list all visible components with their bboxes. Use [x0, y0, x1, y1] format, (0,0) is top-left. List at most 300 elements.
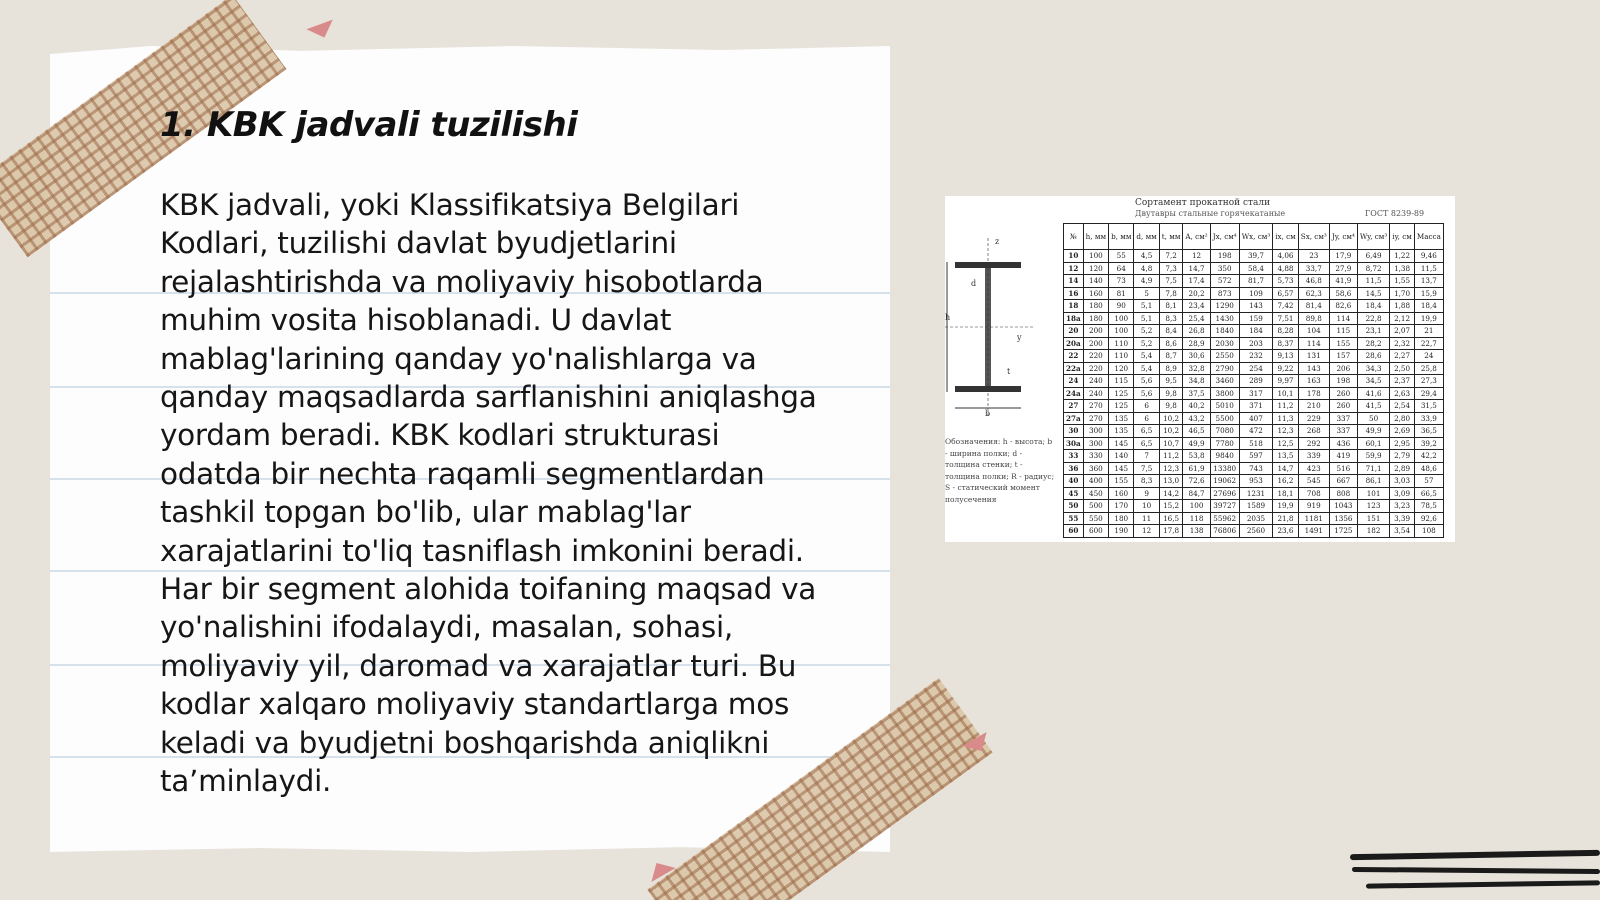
- table-cell: 30a: [1064, 437, 1084, 450]
- table-cell: 27a: [1064, 412, 1084, 425]
- table-cell: 39727: [1210, 500, 1239, 513]
- table-cell: 1181: [1298, 512, 1329, 525]
- table-cell: 115: [1329, 325, 1357, 338]
- table-cell: 12,3: [1273, 425, 1299, 438]
- table-header-cell: №: [1064, 224, 1084, 250]
- table-cell: 19,9: [1273, 500, 1299, 513]
- table-cell: 120: [1083, 262, 1108, 275]
- table-cell: 2,54: [1390, 400, 1415, 413]
- table-cell: 100: [1183, 500, 1210, 513]
- table-cell: 1,22: [1390, 250, 1415, 263]
- table-cell: 472: [1239, 425, 1273, 438]
- table-cell: 115: [1109, 375, 1134, 388]
- svg-text:b: b: [985, 409, 991, 418]
- table-cell: 151: [1357, 512, 1389, 525]
- i-beam-diagram: [945, 236, 1055, 426]
- table-cell: 138: [1183, 525, 1210, 538]
- table-cell: 30,6: [1183, 350, 1210, 363]
- table-cell: 6,57: [1273, 287, 1299, 300]
- svg-text:t: t: [1007, 367, 1011, 376]
- table-cell: 4,8: [1134, 262, 1159, 275]
- table-cell: 2,80: [1390, 412, 1415, 425]
- table-row: [1064, 262, 1444, 275]
- table-cell: 1430: [1210, 312, 1239, 325]
- table-cell: 19,9: [1414, 312, 1443, 325]
- table-cell: 57: [1414, 475, 1443, 488]
- table-row: [1064, 250, 1444, 263]
- table-cell: 229: [1298, 412, 1329, 425]
- table-cell: 407: [1239, 412, 1273, 425]
- table-cell: 450: [1083, 487, 1108, 500]
- table-cell: 20,2: [1183, 287, 1210, 300]
- table-cell: 180: [1083, 300, 1108, 313]
- table-cell: 18,4: [1414, 300, 1443, 313]
- table-row: [1064, 450, 1444, 463]
- table-cell: 9,13: [1273, 350, 1299, 363]
- table-cell: 104: [1298, 325, 1329, 338]
- table-cell: 873: [1210, 287, 1239, 300]
- table-cell: 15,2: [1159, 500, 1183, 513]
- table-cell: 337: [1329, 425, 1357, 438]
- table-cell: 600: [1083, 525, 1108, 538]
- table-cell: 180: [1083, 312, 1108, 325]
- table-cell: 203: [1239, 337, 1273, 350]
- table-cell: 953: [1239, 475, 1273, 488]
- table-cell: 200: [1083, 325, 1108, 338]
- table-cell: 25,4: [1183, 312, 1210, 325]
- table-cell: 17,4: [1183, 275, 1210, 288]
- table-cell: 42,2: [1414, 450, 1443, 463]
- table-cell: 41,5: [1357, 400, 1389, 413]
- table-cell: 20: [1064, 325, 1084, 338]
- table-cell: 1491: [1298, 525, 1329, 538]
- table-cell: 1840: [1210, 325, 1239, 338]
- table-cell: 2560: [1239, 525, 1273, 538]
- table-cell: 143: [1298, 362, 1329, 375]
- table-cell: 76806: [1210, 525, 1239, 538]
- table-cell: 28,9: [1183, 337, 1210, 350]
- table-cell: 206: [1329, 362, 1357, 375]
- table-cell: 23,1: [1357, 325, 1389, 338]
- table-cell: 1290: [1210, 300, 1239, 313]
- table-cell: 7,5: [1159, 275, 1183, 288]
- table-cell: 5,2: [1134, 337, 1159, 350]
- table-cell: 7080: [1210, 425, 1239, 438]
- slide-title: 1. KBK jadvali tuzilishi: [160, 105, 578, 145]
- table-cell: 140: [1109, 450, 1134, 463]
- table-cell: 7: [1134, 450, 1159, 463]
- table-cell: 163: [1298, 375, 1329, 388]
- table-cell: 27,3: [1414, 375, 1443, 388]
- table-cell: 100: [1109, 325, 1134, 338]
- table-cell: 12: [1134, 525, 1159, 538]
- table-cell: 22,8: [1357, 312, 1389, 325]
- table-cell: 198: [1329, 375, 1357, 388]
- table-header-cell: Sx, см³: [1298, 224, 1329, 250]
- table-cell: 18: [1064, 300, 1084, 313]
- table-cell: 60,1: [1357, 437, 1389, 450]
- table-cell: 123: [1357, 500, 1389, 513]
- table-cell: 11,2: [1159, 450, 1183, 463]
- table-cell: 11,5: [1357, 275, 1389, 288]
- table-cell: 12: [1064, 262, 1084, 275]
- table-cell: 4,9: [1134, 275, 1159, 288]
- table-cell: 1589: [1239, 500, 1273, 513]
- table-cell: 22: [1064, 350, 1084, 363]
- table-row: [1064, 475, 1444, 488]
- table-cell: 11,3: [1273, 412, 1299, 425]
- table-cell: 1231: [1239, 487, 1273, 500]
- table-cell: 125: [1109, 387, 1134, 400]
- table-cell: 32,8: [1183, 362, 1210, 375]
- decorative-stroke: [1352, 867, 1600, 874]
- decorative-stroke: [1366, 880, 1600, 888]
- table-cell: 73: [1109, 275, 1134, 288]
- table-cell: 2550: [1210, 350, 1239, 363]
- table-cell: 808: [1329, 487, 1357, 500]
- table-cell: 23,6: [1273, 525, 1299, 538]
- table-cell: 13,5: [1273, 450, 1299, 463]
- table-cell: 270: [1083, 400, 1108, 413]
- table-cell: 81: [1109, 287, 1134, 300]
- table-cell: 159: [1239, 312, 1273, 325]
- table-cell: 50: [1357, 412, 1389, 425]
- table-cell: 9,5: [1159, 375, 1183, 388]
- table-row: [1064, 412, 1444, 425]
- table-cell: 14,5: [1357, 287, 1389, 300]
- table-cell: 50: [1064, 500, 1084, 513]
- table-cell: 23,4: [1183, 300, 1210, 313]
- table-cell: 1725: [1329, 525, 1357, 538]
- table-cell: 58,4: [1239, 262, 1273, 275]
- table-cell: 100: [1109, 312, 1134, 325]
- table-cell: 92,6: [1414, 512, 1443, 525]
- table-cell: 48,6: [1414, 462, 1443, 475]
- table-cell: 4,88: [1273, 262, 1299, 275]
- figure-title: Сортамент прокатной стали: [1135, 198, 1271, 208]
- table-row: [1064, 300, 1444, 313]
- table-cell: 84,7: [1183, 487, 1210, 500]
- table-cell: 260: [1329, 400, 1357, 413]
- table-cell: 34,3: [1357, 362, 1389, 375]
- table-cell: 110: [1109, 350, 1134, 363]
- table-cell: 184: [1239, 325, 1273, 338]
- table-cell: 13380: [1210, 462, 1239, 475]
- table-cell: 49,9: [1357, 425, 1389, 438]
- table-cell: 8,28: [1273, 325, 1299, 338]
- table-cell: 22a: [1064, 362, 1084, 375]
- table-cell: 10,7: [1159, 437, 1183, 450]
- table-cell: 21,8: [1273, 512, 1299, 525]
- table-cell: 10,2: [1159, 425, 1183, 438]
- table-row: [1064, 437, 1444, 450]
- svg-text:z: z: [995, 237, 1000, 246]
- table-cell: 49,9: [1183, 437, 1210, 450]
- table-cell: 300: [1083, 437, 1108, 450]
- table-cell: 14: [1064, 275, 1084, 288]
- table-cell: 17,8: [1159, 525, 1183, 538]
- table-cell: 350: [1210, 262, 1239, 275]
- table-cell: 160: [1109, 487, 1134, 500]
- table-cell: 18,4: [1357, 300, 1389, 313]
- table-cell: 7,2: [1159, 250, 1183, 263]
- table-cell: 5,4: [1134, 362, 1159, 375]
- table-row: [1064, 387, 1444, 400]
- table-cell: 10,1: [1273, 387, 1299, 400]
- table-cell: 11,2: [1273, 400, 1299, 413]
- table-cell: 16: [1064, 287, 1084, 300]
- table-header-cell: iy, см: [1390, 224, 1415, 250]
- table-cell: 232: [1239, 350, 1273, 363]
- table-cell: 36: [1064, 462, 1084, 475]
- table-cell: 46,5: [1183, 425, 1210, 438]
- table-cell: 100: [1083, 250, 1108, 263]
- table-cell: 300: [1083, 425, 1108, 438]
- table-cell: 155: [1329, 337, 1357, 350]
- table-cell: 8,9: [1159, 362, 1183, 375]
- table-header-cell: d, мм: [1134, 224, 1159, 250]
- table-cell: 55962: [1210, 512, 1239, 525]
- table-cell: 78,5: [1414, 500, 1443, 513]
- table-cell: 71,1: [1357, 462, 1389, 475]
- table-cell: 3,03: [1390, 475, 1415, 488]
- table-cell: 210: [1298, 400, 1329, 413]
- table-cell: 545: [1298, 475, 1329, 488]
- table-cell: 101: [1357, 487, 1389, 500]
- table-row: [1064, 325, 1444, 338]
- table-cell: 90: [1109, 300, 1134, 313]
- table-cell: 60: [1064, 525, 1084, 538]
- table-cell: 5500: [1210, 412, 1239, 425]
- table-row: [1064, 425, 1444, 438]
- table-cell: 24: [1414, 350, 1443, 363]
- table-cell: 2,79: [1390, 450, 1415, 463]
- table-cell: 125: [1109, 400, 1134, 413]
- table-cell: 550: [1083, 512, 1108, 525]
- table-header-row: [1064, 224, 1444, 250]
- table-cell: 28,6: [1357, 350, 1389, 363]
- table-cell: 39,2: [1414, 437, 1443, 450]
- table-cell: 41,6: [1357, 387, 1389, 400]
- table-cell: 131: [1298, 350, 1329, 363]
- table-cell: 5,2: [1134, 325, 1159, 338]
- table-cell: 109: [1239, 287, 1273, 300]
- table-cell: 5,1: [1134, 312, 1159, 325]
- table-cell: 9,8: [1159, 387, 1183, 400]
- table-cell: 29,4: [1414, 387, 1443, 400]
- table-cell: 360: [1083, 462, 1108, 475]
- table-cell: 8,4: [1159, 325, 1183, 338]
- table-cell: 518: [1239, 437, 1273, 450]
- table-cell: 198: [1210, 250, 1239, 263]
- table-cell: 18,1: [1273, 487, 1299, 500]
- table-cell: 25,8: [1414, 362, 1443, 375]
- table-cell: 2,50: [1390, 362, 1415, 375]
- table-cell: 9840: [1210, 450, 1239, 463]
- table-cell: 17,9: [1329, 250, 1357, 263]
- table-cell: 6,5: [1134, 425, 1159, 438]
- table-cell: 61,9: [1183, 462, 1210, 475]
- table-cell: 4,5: [1134, 250, 1159, 263]
- table-cell: 2790: [1210, 362, 1239, 375]
- table-cell: 260: [1329, 387, 1357, 400]
- table-cell: 7,51: [1273, 312, 1299, 325]
- table-cell: 667: [1329, 475, 1357, 488]
- table-cell: 145: [1109, 462, 1134, 475]
- table-cell: 7,42: [1273, 300, 1299, 313]
- table-cell: 516: [1329, 462, 1357, 475]
- table-cell: 240: [1083, 375, 1108, 388]
- table-cell: 8,1: [1159, 300, 1183, 313]
- table-cell: 145: [1109, 437, 1134, 450]
- table-cell: 114: [1298, 337, 1329, 350]
- table-cell: 13,0: [1159, 475, 1183, 488]
- table-cell: 40: [1064, 475, 1084, 488]
- table-cell: 1043: [1329, 500, 1357, 513]
- table-cell: 14,7: [1273, 462, 1299, 475]
- table-cell: 66,5: [1414, 487, 1443, 500]
- table-cell: 33,7: [1298, 262, 1329, 275]
- table-cell: 7,5: [1134, 462, 1159, 475]
- table-cell: 46,8: [1298, 275, 1329, 288]
- table-cell: 81,4: [1298, 300, 1329, 313]
- table-header-cell: Jy, см⁴: [1329, 224, 1357, 250]
- table-cell: 400: [1083, 475, 1108, 488]
- table-cell: 3,23: [1390, 500, 1415, 513]
- table-cell: 26,8: [1183, 325, 1210, 338]
- table-cell: 114: [1329, 312, 1357, 325]
- table-cell: 31,5: [1414, 400, 1443, 413]
- table-cell: 27,9: [1329, 262, 1357, 275]
- table-cell: 18a: [1064, 312, 1084, 325]
- table-cell: 3460: [1210, 375, 1239, 388]
- table-cell: 24: [1064, 375, 1084, 388]
- table-cell: 6,49: [1357, 250, 1389, 263]
- table-cell: 2035: [1239, 512, 1273, 525]
- table-cell: 2,89: [1390, 462, 1415, 475]
- table-cell: 6,5: [1134, 437, 1159, 450]
- table-cell: 7,3: [1159, 262, 1183, 275]
- table-cell: 10,2: [1159, 412, 1183, 425]
- table-cell: 5010: [1210, 400, 1239, 413]
- table-header-cell: Jx, см⁴: [1210, 224, 1239, 250]
- table-cell: 118: [1183, 512, 1210, 525]
- table-header-cell: A, см²: [1183, 224, 1210, 250]
- table-row: [1064, 500, 1444, 513]
- table-cell: 16,5: [1159, 512, 1183, 525]
- table-cell: 55: [1109, 250, 1134, 263]
- table-cell: 240: [1083, 387, 1108, 400]
- table-cell: 2,12: [1390, 312, 1415, 325]
- table-cell: 220: [1083, 362, 1108, 375]
- table-cell: 34,8: [1183, 375, 1210, 388]
- table-cell: 170: [1109, 500, 1134, 513]
- svg-text:y: y: [1017, 333, 1022, 342]
- table-cell: 5,4: [1134, 350, 1159, 363]
- table-cell: 33: [1064, 450, 1084, 463]
- table-cell: 11: [1134, 512, 1159, 525]
- table-cell: 423: [1298, 462, 1329, 475]
- table-cell: 40,2: [1183, 400, 1210, 413]
- table-cell: 2030: [1210, 337, 1239, 350]
- table-cell: 82,6: [1329, 300, 1357, 313]
- table-cell: 2,27: [1390, 350, 1415, 363]
- table-cell: 14,7: [1183, 262, 1210, 275]
- table-cell: 28,2: [1357, 337, 1389, 350]
- table-cell: 12: [1183, 250, 1210, 263]
- table-cell: 330: [1083, 450, 1108, 463]
- table-header-cell: Wy, см³: [1357, 224, 1389, 250]
- table-cell: 5,73: [1273, 275, 1299, 288]
- table-cell: 16,2: [1273, 475, 1299, 488]
- table-cell: 15,9: [1414, 287, 1443, 300]
- table-cell: 34,5: [1357, 375, 1389, 388]
- table-body: [1064, 250, 1444, 538]
- table-cell: 14,2: [1159, 487, 1183, 500]
- table-cell: 8,37: [1273, 337, 1299, 350]
- table-cell: 6: [1134, 400, 1159, 413]
- table-cell: 140: [1083, 275, 1108, 288]
- table-row: [1064, 375, 1444, 388]
- table-cell: 919: [1298, 500, 1329, 513]
- table-cell: 120: [1109, 362, 1134, 375]
- table-row: [1064, 337, 1444, 350]
- table-cell: 45: [1064, 487, 1084, 500]
- table-cell: 10: [1134, 500, 1159, 513]
- table-cell: 178: [1298, 387, 1329, 400]
- table-row: [1064, 462, 1444, 475]
- table-cell: 10: [1064, 250, 1084, 263]
- table-cell: 36,5: [1414, 425, 1443, 438]
- table-cell: 62,3: [1298, 287, 1329, 300]
- table-cell: 180: [1109, 512, 1134, 525]
- table-cell: 155: [1109, 475, 1134, 488]
- table-row: [1064, 400, 1444, 413]
- table-cell: 5: [1134, 287, 1159, 300]
- table-cell: 13,7: [1414, 275, 1443, 288]
- table-cell: 8,3: [1134, 475, 1159, 488]
- table-cell: 3,09: [1390, 487, 1415, 500]
- decorative-stroke: [1350, 850, 1600, 860]
- table-cell: 135: [1109, 412, 1134, 425]
- table-cell: 23: [1298, 250, 1329, 263]
- table-cell: 9: [1134, 487, 1159, 500]
- table-cell: 337: [1329, 412, 1357, 425]
- table-cell: 110: [1109, 337, 1134, 350]
- table-cell: 2,69: [1390, 425, 1415, 438]
- table-cell: 5,1: [1134, 300, 1159, 313]
- tape-end-accent: [306, 20, 337, 43]
- table-header-cell: Масса: [1414, 224, 1443, 250]
- table-cell: 59,9: [1357, 450, 1389, 463]
- table-cell: 6: [1134, 412, 1159, 425]
- table-cell: 182: [1357, 525, 1389, 538]
- table-cell: 9,97: [1273, 375, 1299, 388]
- table-cell: 8,72: [1357, 262, 1389, 275]
- table-cell: 708: [1298, 487, 1329, 500]
- table-cell: 30: [1064, 425, 1084, 438]
- table-cell: 72,6: [1183, 475, 1210, 488]
- table-cell: 190: [1109, 525, 1134, 538]
- table-cell: 500: [1083, 500, 1108, 513]
- table-cell: 597: [1239, 450, 1273, 463]
- table-cell: 19062: [1210, 475, 1239, 488]
- table-cell: 220: [1083, 350, 1108, 363]
- table-cell: 81,7: [1239, 275, 1273, 288]
- table-cell: 64: [1109, 262, 1134, 275]
- table-cell: 4,06: [1273, 250, 1299, 263]
- table-cell: 53,8: [1183, 450, 1210, 463]
